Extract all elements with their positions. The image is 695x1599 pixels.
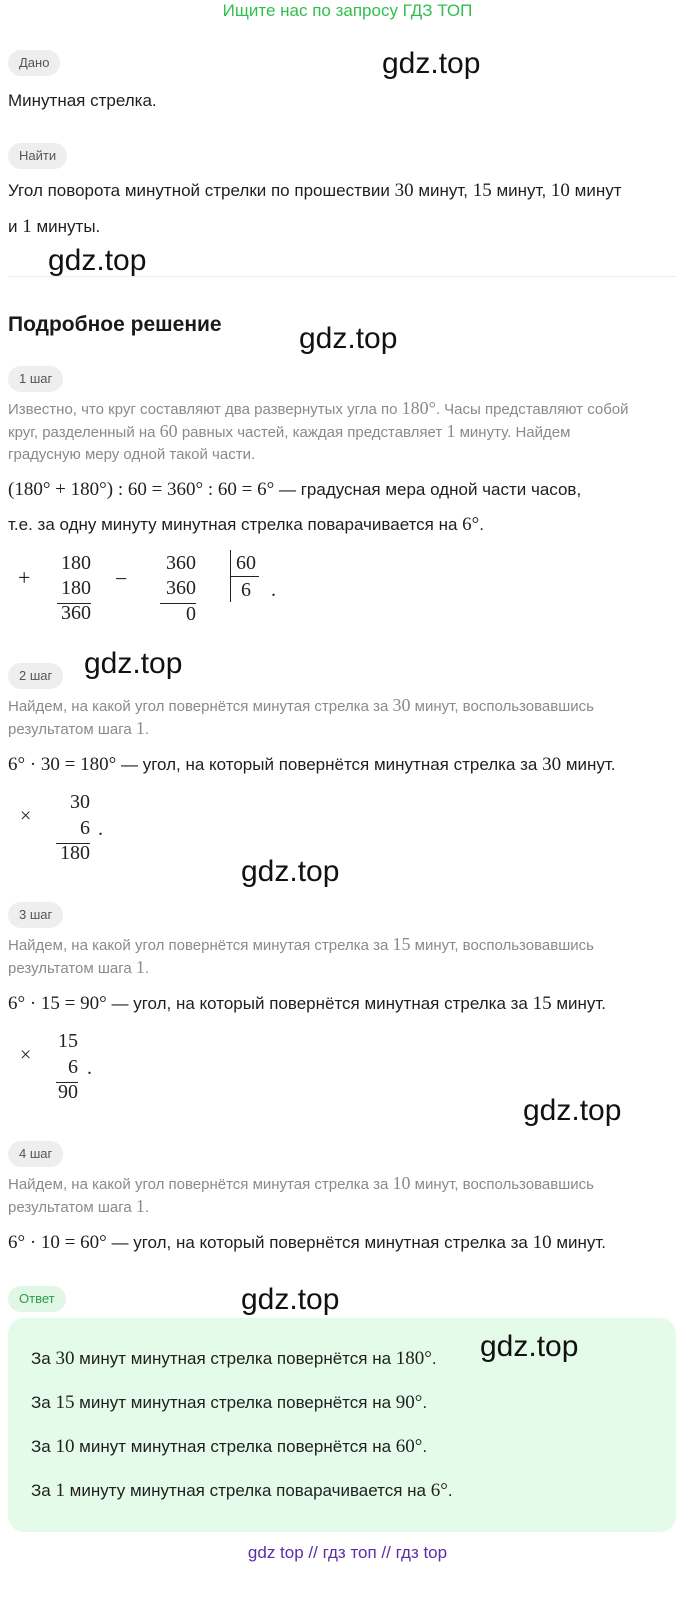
text: . (144, 721, 150, 738)
math-value: 10 (392, 1173, 411, 1193)
watermark: gdz.top (84, 647, 183, 680)
divisor-line (231, 576, 259, 577)
step1-gray-line1 (8, 397, 629, 421)
text: Найдем, на какой угол повернётся минутая стрелка за (8, 937, 393, 954)
math-value: 15 (472, 180, 492, 201)
text: Найдем, на какой угол повернётся минутая стрелка за (8, 1176, 393, 1193)
find-text: минут, (413, 181, 473, 200)
text: минуту. Найдем (455, 424, 571, 441)
text: За (31, 1437, 56, 1456)
dot: . (87, 1057, 92, 1079)
subtrahend: 360 (166, 577, 196, 599)
footer-links[interactable]: gdz top // гдз топ // гдз top (247, 1543, 448, 1562)
factor: 6 (68, 1056, 78, 1078)
math-value: 10 (550, 180, 570, 201)
step2-gray-line1 (8, 694, 594, 718)
watermark: gdz.top (241, 855, 340, 888)
factor: 30 (70, 791, 90, 813)
step4-gray-line2 (8, 1195, 149, 1219)
math-value: 1 (22, 216, 32, 237)
text: . (144, 960, 150, 977)
text: . (431, 1349, 437, 1368)
text: Известно, что круг составляют два развернутых угла по (8, 401, 402, 418)
text: минут минутная стрелка повернётся на (74, 1349, 396, 1368)
answer-line (31, 1392, 427, 1414)
find-text: минут (569, 181, 622, 200)
math-value: 10 (55, 1436, 75, 1457)
answer-line (31, 1348, 437, 1370)
math-value: 30 (392, 695, 411, 715)
math-value: 1 (55, 1480, 65, 1501)
formula: 6° · 30 = 180° (8, 754, 117, 775)
answer-badge: Ответ (8, 1286, 66, 1312)
text: — угол, на который повернётся минутная стрелка за (106, 1233, 533, 1252)
remainder: 0 (186, 603, 196, 625)
step3-formula (8, 993, 606, 1015)
text: . (447, 1481, 453, 1500)
text: За (31, 1349, 56, 1368)
sum: 360 (61, 602, 91, 624)
watermark: gdz.top (48, 244, 147, 277)
text: — угол, на который повернётся минутная стрелка за (106, 994, 533, 1013)
text: минут, воспользовавшись (410, 698, 594, 715)
text: минут. (551, 994, 607, 1013)
factor: 6 (80, 817, 90, 839)
product: 90 (58, 1081, 78, 1103)
minus-sign: − (115, 566, 128, 591)
watermark: gdz.top (241, 1283, 340, 1316)
text: т.е. за одну минуту минутная стрелка поварачивается на (8, 515, 463, 534)
math-value: 90° (395, 1392, 423, 1413)
quotient: 6 (241, 579, 251, 601)
math-value: 30 (542, 754, 562, 775)
find-text: и (8, 217, 23, 236)
step4-gray-line1 (8, 1172, 594, 1196)
step3-badge: 3 шаг (8, 902, 63, 928)
text: минут, воспользовавшись (410, 937, 594, 954)
math-value: 180° (395, 1348, 432, 1369)
math-value: 1 (446, 421, 456, 441)
find-text: минут, (491, 181, 551, 200)
step4-formula (8, 1232, 606, 1254)
text: . Часы представляют собой (435, 401, 629, 418)
text: результатом шага (8, 960, 136, 977)
math-value: 10 (532, 1232, 552, 1253)
text: равных частей, каждая представляет (177, 424, 447, 441)
formula: 6° · 10 = 60° (8, 1232, 107, 1253)
watermark: gdz.top (299, 322, 398, 355)
formula: (180° + 180°) : 60 = 360° : 60 = 6° (8, 479, 275, 500)
text: круг, разделенный на (8, 424, 160, 441)
text: минуту минутная стрелка поварачивается на (64, 1481, 431, 1500)
math-value: 180° (401, 398, 436, 418)
math-value: 6° (462, 514, 480, 535)
math-value: 60 (159, 421, 178, 441)
step1-formula-line2 (8, 514, 484, 536)
text: За (31, 1393, 56, 1412)
step2-gray-line2 (8, 717, 149, 741)
math-value: 1 (135, 1196, 145, 1216)
text: минут минутная стрелка повернётся на (74, 1437, 396, 1456)
find-text: Угол поворота минутной стрелки по прошествии (8, 181, 395, 200)
text: Найдем, на какой угол повернётся минутая стрелка за (8, 698, 393, 715)
formula: 6° · 15 = 90° (8, 993, 107, 1014)
text: — угол, на который повернётся минутная стрелка за (116, 755, 543, 774)
step3-gray-line2 (8, 956, 149, 980)
math-value: 15 (532, 993, 552, 1014)
math-value: 15 (392, 934, 411, 954)
math-value: 30 (394, 180, 414, 201)
math-value: 60° (395, 1436, 423, 1457)
given-text: Минутная стрелка. (8, 91, 157, 110)
math-value: 15 (55, 1392, 75, 1413)
watermark: gdz.top (523, 1094, 622, 1127)
math-value: 1 (135, 957, 145, 977)
text: минут, воспользовавшись (410, 1176, 594, 1193)
math-value: 6° (430, 1480, 448, 1501)
search-banner: Ищите нас по запросу ГДЗ ТОП (222, 1, 473, 20)
step1-gray-line3: градусную меру одной такой части. (8, 446, 256, 463)
solution-title: Подробное решение (8, 313, 222, 336)
text: минут. (561, 755, 616, 774)
addend: 180 (61, 577, 91, 599)
product: 180 (60, 842, 90, 864)
find-badge: Найти (8, 143, 67, 169)
answer-line (31, 1436, 427, 1458)
text: — градусная мера одной части часов, (274, 480, 582, 499)
step1-gray-line2 (8, 420, 570, 444)
step1-badge: 1 шаг (8, 366, 63, 392)
step2-formula (8, 754, 616, 776)
text: . (422, 1393, 428, 1412)
find-text-line1 (8, 180, 622, 202)
answer-line (31, 1480, 453, 1502)
text: результатом шага (8, 1199, 136, 1216)
find-text-line2 (8, 216, 100, 238)
text: За (31, 1481, 56, 1500)
multiply-sign: × (20, 805, 32, 827)
text: . (422, 1437, 428, 1456)
dot: . (271, 579, 276, 601)
dividend: 360 (166, 552, 196, 574)
addend: 180 (61, 552, 91, 574)
plus-sign: + (18, 565, 31, 590)
watermark: gdz.top (382, 47, 481, 80)
divisor: 60 (236, 552, 256, 574)
dot: . (98, 818, 103, 840)
math-value: 1 (135, 718, 145, 738)
step2-badge: 2 шаг (8, 663, 63, 689)
text: минут минутная стрелка повернётся на (74, 1393, 396, 1412)
math-value: 30 (55, 1348, 75, 1369)
factor: 15 (58, 1030, 78, 1052)
text: минут. (551, 1233, 607, 1252)
step4-badge: 4 шаг (8, 1141, 63, 1167)
step3-gray-line1 (8, 933, 594, 957)
find-text: минуты. (31, 217, 101, 236)
step1-formula-line1 (8, 479, 581, 501)
text: результатом шага (8, 721, 136, 738)
text: . (144, 1199, 150, 1216)
given-badge: Дано (8, 50, 60, 76)
text: . (479, 515, 485, 534)
watermark: gdz.top (480, 1330, 579, 1363)
multiply-sign: × (20, 1044, 32, 1066)
